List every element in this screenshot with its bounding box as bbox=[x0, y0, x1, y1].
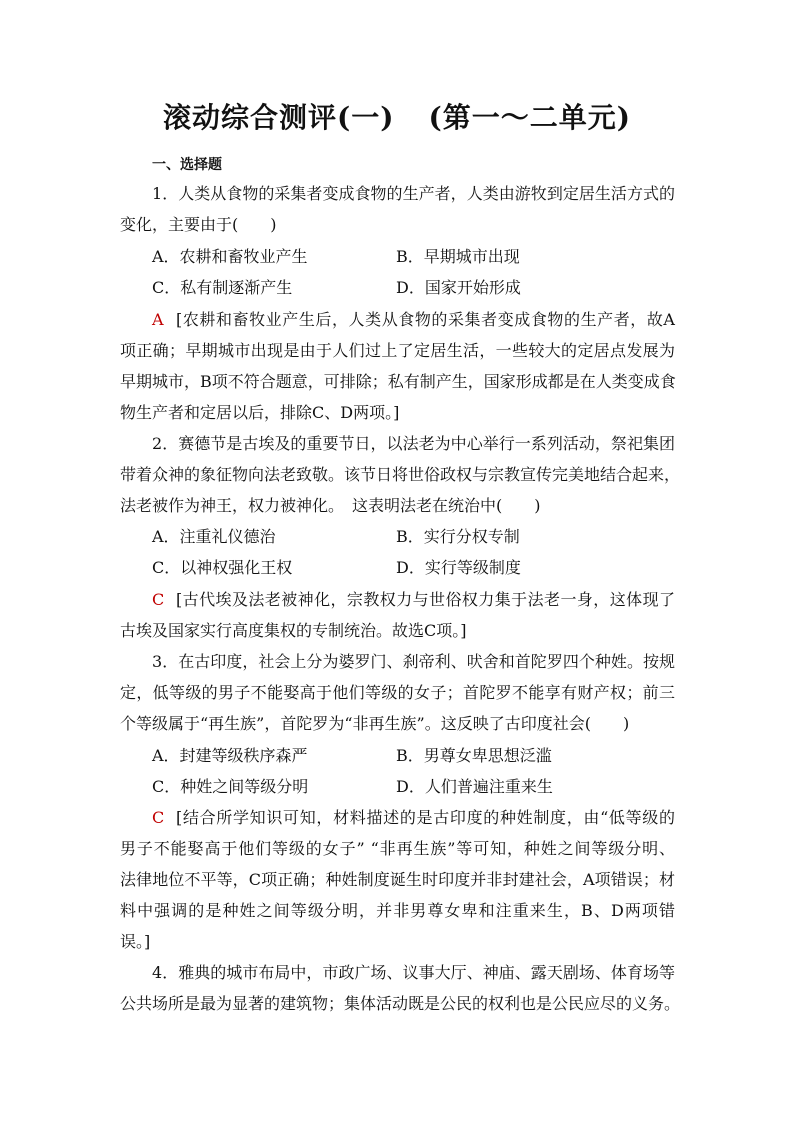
q2-option-c: C．以神权强化王权 bbox=[152, 558, 293, 577]
q3-explanation-line: 误。] bbox=[120, 932, 151, 951]
q4-stem-line: 4．雅典的城市布局中，市政广场、议事大厅、神庙、露天剧场、体育场等 bbox=[152, 963, 675, 982]
page-title bbox=[0, 96, 794, 136]
q1-answer: A bbox=[152, 310, 164, 329]
q3-stem-line: 3．在古印度，社会上分为婆罗门、刹帝利、吠舍和首陀罗四个种姓。按规 bbox=[152, 652, 675, 671]
q2-stem-line: 带着众神的象征物向法老致敬。该节日将世俗政权与宗教宣传完美地结合起来， bbox=[120, 465, 681, 484]
q3-explanation-line: 法律地位不平等，C项正确；种姓制度诞生时印度并非封建社会，A项错误；材 bbox=[120, 870, 675, 889]
title-main: 滚动综合测评(一) bbox=[163, 101, 395, 134]
q1-option-a: A．农耕和畜牧业产生 bbox=[152, 247, 308, 266]
q1-stem-line: 1．人类从食物的采集者变成食物的生产者，人类由游牧到定居生活方式的 bbox=[152, 184, 675, 203]
q1-explanation-line: 物生产者和定居以后，排除C、D两项。] bbox=[120, 403, 400, 422]
q2-explanation-line: [古代埃及法老被神化，宗教权力与世俗权力集于法老一身，这体现了 bbox=[176, 590, 675, 609]
q4-stem-line: 公共场所是最为显著的建筑物；集体活动既是公民的权利也是公民应尽的义务。 bbox=[120, 994, 681, 1013]
q2-option-a: A．注重礼仪德治 bbox=[152, 527, 276, 546]
q3-stem-line: 个等级属于“再生族”，首陀罗为“非再生族”。这反映了古印度社会( ) bbox=[120, 714, 630, 733]
q1-option-d: D．国家开始形成 bbox=[396, 278, 521, 297]
q2-stem-line: 2．赛德节是古埃及的重要节日，以法老为中心举行一系列活动，祭祀集团 bbox=[152, 434, 675, 453]
q3-answer: C bbox=[152, 808, 165, 827]
q3-stem-line: 定，低等级的男子不能娶高于他们等级的女子；首陀罗不能享有财产权；前三 bbox=[120, 683, 675, 702]
q3-explanation-line: 男子不能娶高于他们等级的女子” “非再生族”等可知，种姓之间等级分明、 bbox=[120, 839, 675, 858]
q1-explanation-line: 早期城市，B项不符合题意，可排除；私有制产生，国家形成都是在人类变成食 bbox=[120, 372, 676, 391]
q3-option-c: C．种姓之间等级分明 bbox=[152, 777, 309, 796]
q2-option-b: B．实行分权专制 bbox=[396, 527, 520, 546]
q3-explanation-line: 料中强调的是种姓之间等级分明，并非男尊女卑和注重来生，B、D两项错 bbox=[120, 901, 675, 920]
q1-option-b: B．早期城市出现 bbox=[396, 247, 520, 266]
q3-explanation-line: [结合所学知识可知，材料描述的是古印度的种姓制度，由“低等级的 bbox=[176, 808, 675, 827]
q1-stem-line: 变化，主要由于( ) bbox=[120, 215, 277, 234]
q1-explanation-line: [农耕和畜牧业产生后，人类从食物的采集者变成食物的生产者，故A bbox=[176, 310, 675, 329]
section-heading: 一、选择题 bbox=[152, 157, 222, 173]
q3-option-a: A．封建等级秩序森严 bbox=[152, 746, 308, 765]
q2-explanation-line: 古埃及国家实行高度集权的专制统治。故选C项。] bbox=[120, 621, 467, 640]
q2-stem-line: 法老被作为神王，权力被神化。 这表明法老在统治中( ) bbox=[120, 496, 541, 515]
title-sub: (第一～二单元) bbox=[428, 101, 631, 134]
q2-answer: C bbox=[152, 590, 165, 609]
q3-option-d: D．人们普遍注重来生 bbox=[396, 777, 553, 796]
q1-option-c: C．私有制逐渐产生 bbox=[152, 278, 293, 297]
q3-option-b: B．男尊女卑思想泛滥 bbox=[396, 746, 552, 765]
q2-option-d: D．实行等级制度 bbox=[396, 558, 521, 577]
q1-explanation-line: 项正确；早期城市出现是由于人们过上了定居生活，一些较大的定居点发展为 bbox=[120, 341, 675, 360]
